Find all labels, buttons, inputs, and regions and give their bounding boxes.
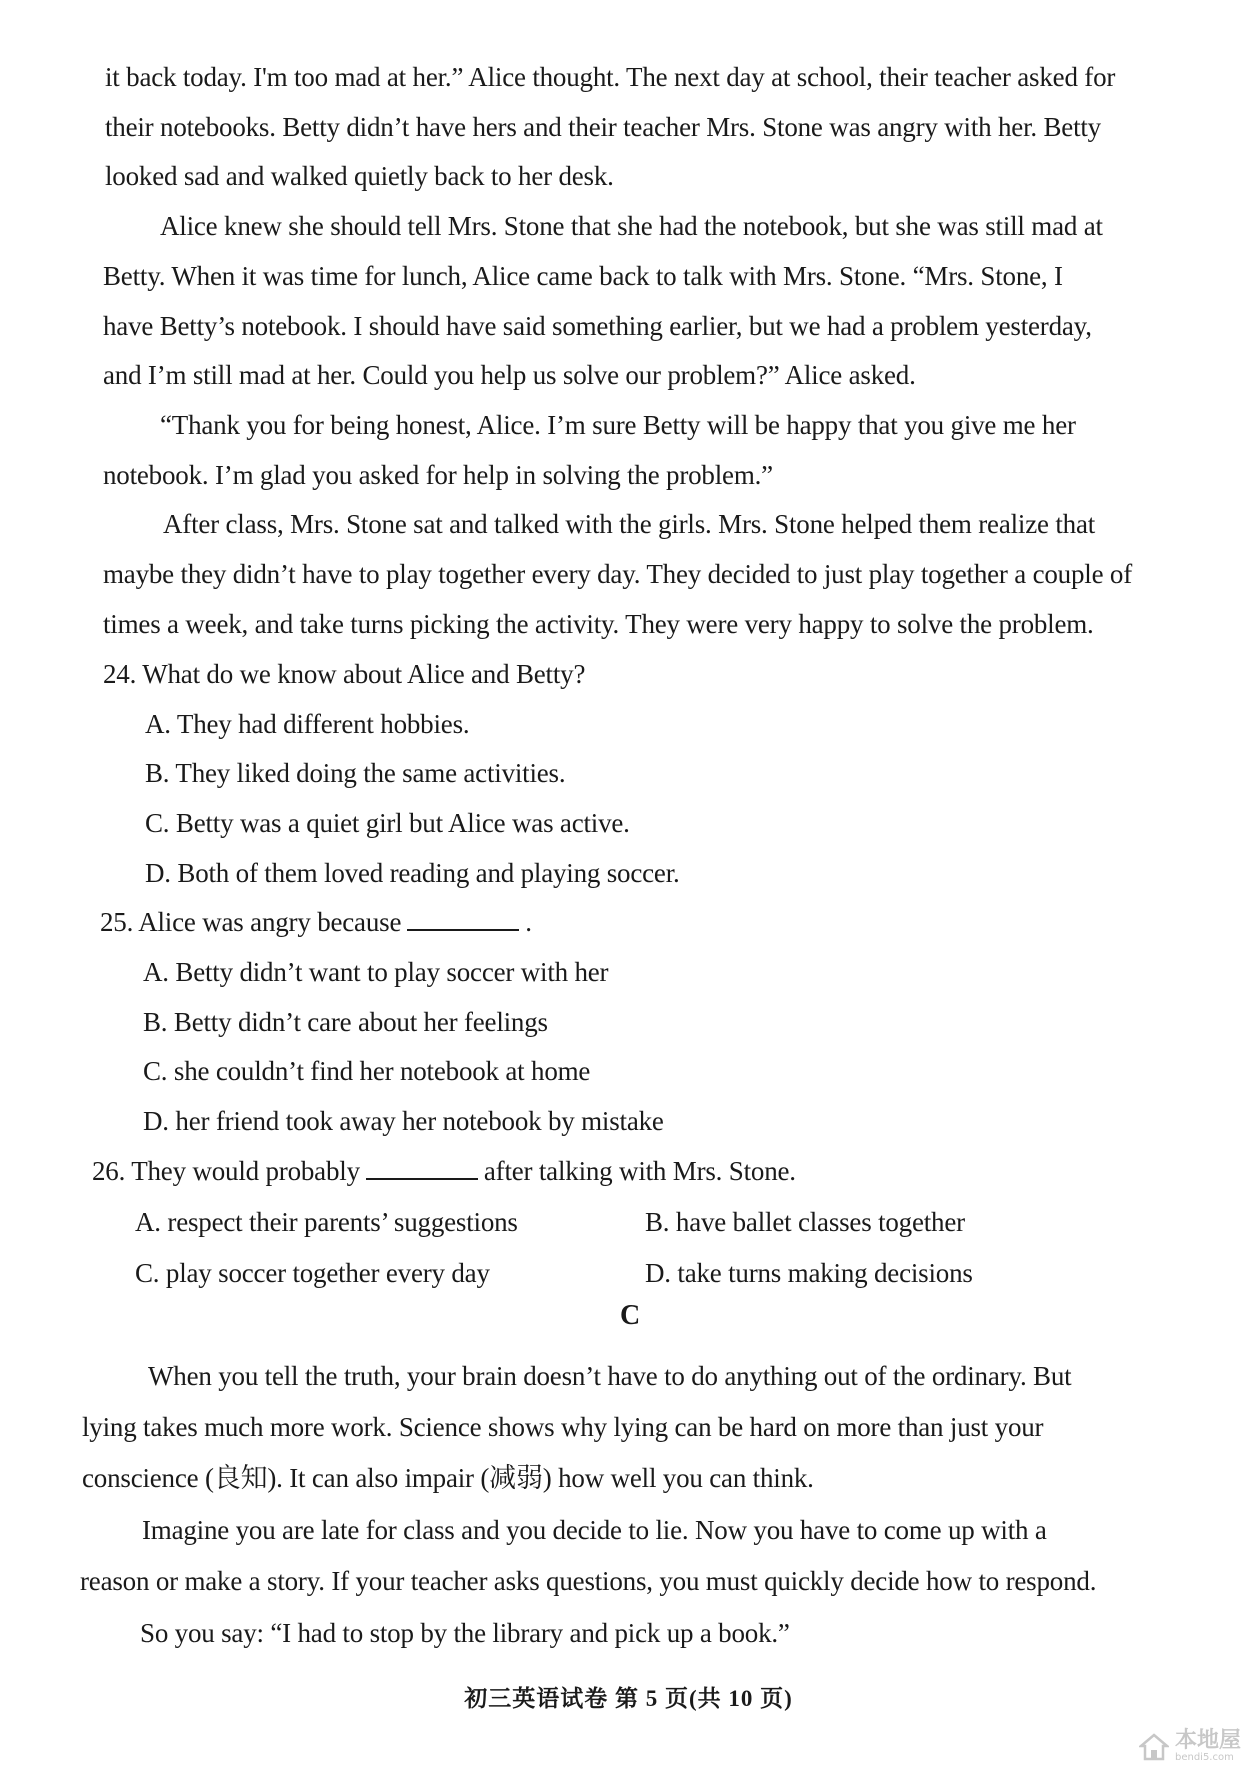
question-26-option-d: D. take turns making decisions — [645, 1258, 973, 1288]
answer-blank — [407, 907, 519, 931]
question-24-stem: 24. What do we know about Alice and Betty? — [103, 659, 586, 689]
question-24-option-d: D. Both of them loved reading and playing soccer. — [145, 858, 680, 888]
question-24-option-a: A. They had different hobbies. — [145, 709, 470, 739]
passage-line: lying takes much more work. Science shows why lying can be hard on more than just your — [82, 1412, 1044, 1442]
passage-line: After class, Mrs. Stone sat and talked with the girls. Mrs. Stone helped them realize that — [163, 509, 1096, 539]
watermark — [1139, 1730, 1241, 1764]
passage-line: conscience (良知). It can also impair (减弱) how well you can think. — [82, 1463, 814, 1493]
passage-line: Alice knew she should tell Mrs. Stone that she had the notebook, but she was still mad at — [160, 211, 1103, 241]
question-25-stem-text: 25. Alice was angry because — [100, 907, 402, 937]
passage-line: have Betty’s notebook. I should have said something earlier, but we had a problem yesterday, — [103, 311, 1092, 341]
question-24-option-c: C. Betty was a quiet girl but Alice was active. — [145, 808, 630, 838]
passage-line: Imagine you are late for class and you decide to lie. Now you have to come up with a — [142, 1515, 1047, 1545]
passage-line: “Thank you for being honest, Alice. I’m sure Betty will be happy that you give me her — [160, 410, 1076, 440]
answer-blank — [366, 1156, 478, 1180]
question-25-option-d: D. her friend took away her notebook by mistake — [143, 1106, 664, 1136]
question-25-stem-end: . — [525, 907, 532, 937]
passage-line: maybe they didn’t have to play together every day. They decided to just play together a couple of — [103, 559, 1133, 589]
passage-line: times a week, and take turns picking the activity. They were very happy to solve the problem. — [103, 609, 1094, 639]
passage-line: notebook. I’m glad you asked for help in solving the problem.” — [103, 460, 773, 490]
passage-line: So you say: “I had to stop by the library and pick up a book.” — [140, 1618, 790, 1648]
passage-line: When you tell the truth, your brain doesn’t have to do anything out of the ordinary. But — [148, 1361, 1072, 1391]
question-26-stem — [92, 1154, 796, 1188]
question-26-stem-text: 26. They would probably — [92, 1156, 360, 1186]
question-25-option-b: B. Betty didn’t care about her feelings — [143, 1007, 548, 1037]
passage-line: their notebooks. Betty didn’t have hers and their teacher Mrs. Stone was angry with her. Betty — [105, 112, 1101, 142]
question-26-option-c: C. play soccer together every day — [135, 1258, 490, 1288]
section-heading: C — [620, 1300, 641, 1331]
watermark-url: bendi5.com — [1174, 1752, 1234, 1763]
passage-line: reason or make a story. If your teacher asks questions, you must quickly decide how to respond. — [80, 1566, 1097, 1596]
question-26-stem-end: after talking with Mrs. Stone. — [483, 1156, 796, 1186]
passage-line: it back today. I'm too mad at her.” Alice thought. The next day at school, their teacher asked for — [105, 62, 1116, 92]
question-26-option-a: A. respect their parents’ suggestions — [135, 1207, 518, 1237]
page-footer: 初三英语试卷 第 5 页(共 10 页) — [464, 1686, 793, 1711]
question-25-stem — [100, 905, 532, 939]
house-icon — [1139, 1732, 1169, 1762]
question-25-option-a: A. Betty didn’t want to play soccer with her — [143, 957, 609, 987]
question-26-option-b: B. have ballet classes together — [645, 1207, 965, 1237]
passage-line: looked sad and walked quietly back to her desk. — [105, 161, 614, 191]
question-25-option-c: C. she couldn’t find her notebook at home — [143, 1056, 591, 1086]
passage-line: Betty. When it was time for lunch, Alice came back to talk with Mrs. Stone. “Mrs. Stone, I — [103, 261, 1063, 291]
watermark-title: 本地屋 — [1174, 1728, 1241, 1753]
passage-line: and I’m still mad at her. Could you help us solve our problem?” Alice asked. — [103, 360, 916, 390]
question-24-option-b: B. They liked doing the same activities. — [145, 758, 566, 788]
